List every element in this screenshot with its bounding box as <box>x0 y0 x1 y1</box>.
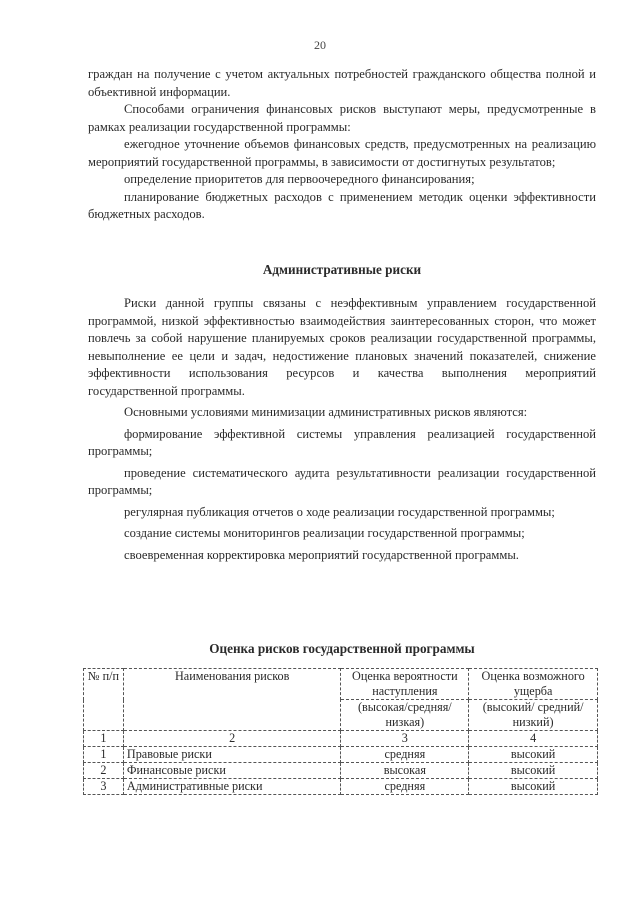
risk-probability: средняя <box>341 779 469 795</box>
paragraph: Основными условиями минимизации административных рисков являются: <box>124 405 528 419</box>
paragraph: Способами ограничения финансовых рисков выступают меры, предусмотренные в рамках реализации государственной программы: <box>88 102 596 134</box>
row-num: 2 <box>84 763 124 779</box>
risk-damage: высокий <box>469 763 598 779</box>
header-probability: Оценка вероятности наступления <box>341 669 469 700</box>
header-probability-scale: (высокая/средняя/низкая) <box>341 700 469 731</box>
column-number: 2 <box>123 731 341 747</box>
risk-name: Финансовые риски <box>123 763 341 779</box>
page-number: 20 <box>314 38 326 52</box>
list-item: проведение систематического аудита результативности реализации государственной программы; <box>88 465 596 497</box>
list-item: ежегодное уточнение объемов финансовых средств, предусмотренных на реализацию мероприятий государственной программы, в зависимости от достигнутых результатов; <box>88 137 596 169</box>
header-damage-scale: (высокий/ средний/ низкий) <box>469 700 598 731</box>
section-heading: Административные риски <box>262 262 422 277</box>
table-title: Оценка рисков государственной программы <box>209 641 475 656</box>
list-item: создание системы мониторингов реализации государственной программы; <box>124 526 525 540</box>
paragraph: граждан на получение с учетом актуальных потребностей гражданского общества полной и объективной информации. <box>88 67 596 99</box>
intro-text <box>88 66 596 224</box>
list-item: своевременная корректировка мероприятий государственной программы. <box>124 547 519 562</box>
column-number: 4 <box>469 731 598 747</box>
risk-assessment-table <box>83 668 598 795</box>
header-num: № п/п <box>84 669 124 731</box>
list-item: определение приоритетов для первоочередного финансирования; <box>124 172 475 186</box>
risk-damage: высокий <box>469 779 598 795</box>
admin-risks-text <box>88 295 596 564</box>
column-number: 3 <box>341 731 469 747</box>
row-num: 3 <box>84 779 124 795</box>
table-row <box>84 747 598 763</box>
header-damage: Оценка возможного ущерба <box>469 669 598 700</box>
table-header-row <box>84 669 598 700</box>
column-number: 1 <box>84 731 124 747</box>
column-numbers-row <box>84 731 598 747</box>
risk-probability: высокая <box>341 763 469 779</box>
risk-name: Административные риски <box>123 779 341 795</box>
list-item: планирование бюджетных расходов с применением методик оценки эффективности бюджетных расходов. <box>88 189 596 221</box>
list-item: формирование эффективной системы управления реализацией государственной программы; <box>88 426 596 458</box>
header-name: Наименования рисков <box>123 669 341 731</box>
risk-damage: высокий <box>469 747 598 763</box>
risk-probability: средняя <box>341 747 469 763</box>
table-row <box>84 763 598 779</box>
list-item: регулярная публикация отчетов о ходе реализации государственной программы; <box>124 504 555 519</box>
row-num: 1 <box>84 747 124 763</box>
paragraph: Риски данной группы связаны с неэффективным управлением государственной программой, низкой эффективностью взаимодействия заинтересованных сторон, что может повлечь за собой нарушение планируемых сроков реализации государственной программы, невыполнение ее цели и задач, недостижение плановых значений показателей, снижение эффективности использования ресурсов и качества выполнения мероприятий государственной программы. <box>88 296 596 398</box>
table-row <box>84 779 598 795</box>
risk-name: Правовые риски <box>123 747 341 763</box>
